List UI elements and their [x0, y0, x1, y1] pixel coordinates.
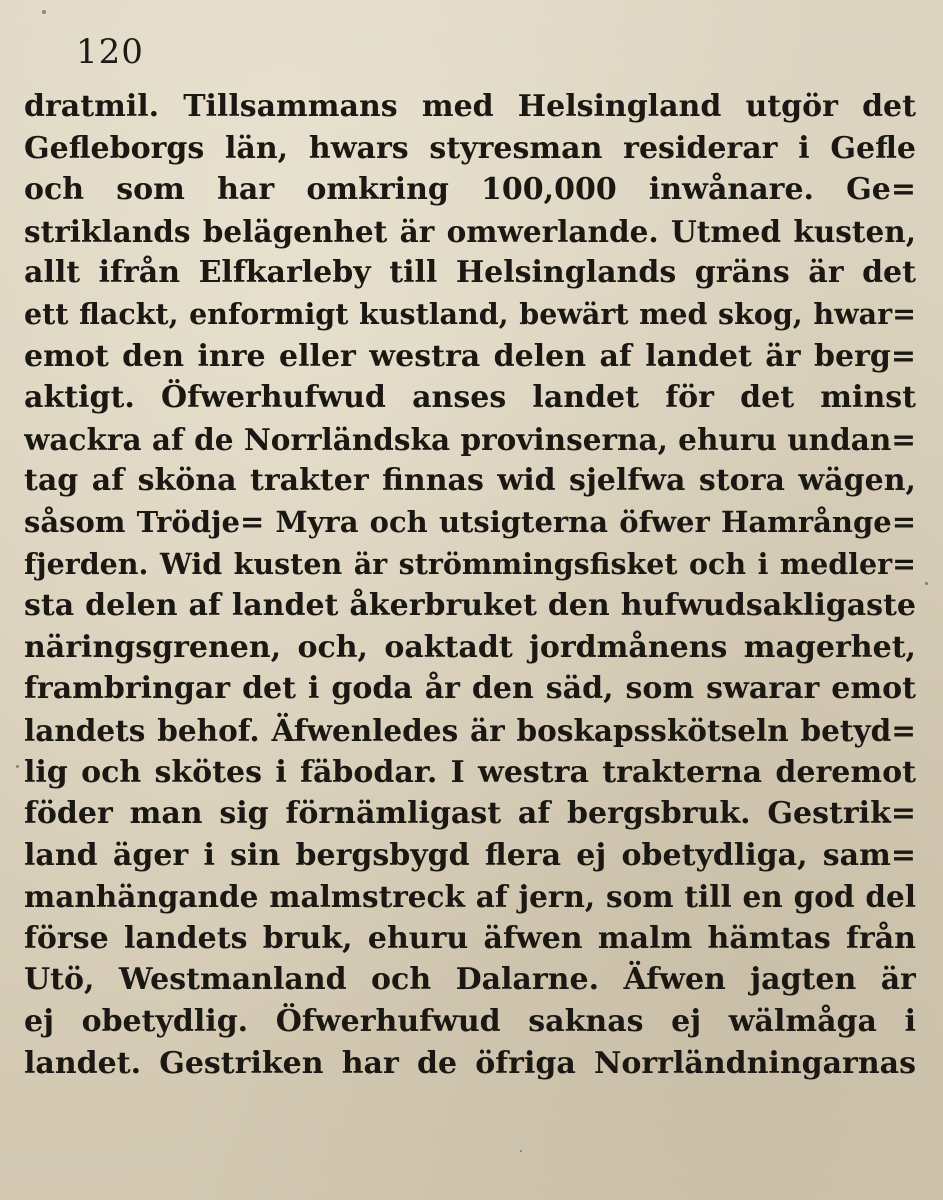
text-line: wackra af de Norrländska provinserna, ehuru undan= — [24, 421, 916, 457]
text-line: tag af sköna trakter finnas wid sjelfwa stora wägen, — [24, 463, 916, 499]
text-line: Gefleborgs län, hwars styresman residerar i Gefle — [24, 130, 916, 166]
text-line: dratmil. Tillsammans med Helsingland utgör det — [24, 89, 916, 124]
text-line: ej obetydlig. Öfwerhufwud saknas ej wälmåga i — [24, 1004, 916, 1040]
text-line: fjerden. Wid kusten är strömmingsfisket och i medler= — [24, 546, 916, 581]
text-line: och som har omkring 100,000 inwånare. Ge= — [24, 172, 916, 208]
paper-speck — [520, 1150, 522, 1152]
paper-speck — [42, 10, 46, 14]
text-line: striklands belägenhet är omwerlande. Utmed kusten, — [24, 213, 916, 249]
text-line: aktigt. Öfwerhufwud anses landet för det minst — [24, 380, 916, 416]
paper-speck — [925, 582, 928, 585]
text-line: emot den inre eller westra delen af landet är berg= — [24, 338, 916, 374]
text-line: såsom Trödje= Myra och utsigterna öfwer Hamrånge= — [24, 504, 916, 539]
text-line: frambringar det i goda år den säd, som swarar emot — [24, 671, 916, 707]
body-text — [24, 86, 916, 1084]
paper-speck — [16, 765, 19, 768]
page-number: 120 — [76, 32, 144, 72]
text-line: manhängande malmstreck af jern, som till en god del — [24, 879, 916, 915]
text-line: förse landets bruk, ehuru äfwen malm hämtas från — [24, 920, 916, 956]
text-line: Utö, Westmanland och Dalarne. Äfwen jagten är — [24, 962, 916, 998]
text-line: lig och skötes i fäbodar. I westra trakterna deremot — [24, 754, 916, 790]
text-line: allt ifrån Elfkarleby till Helsinglands gräns är det — [24, 255, 916, 291]
text-line: näringsgrenen, och, oaktadt jordmånens magerhet, — [24, 629, 916, 665]
text-line: ett flackt, enformigt kustland, bewärt med skog, hwar= — [24, 296, 916, 331]
text-line: landets behof. Äfwenledes är boskapsskötseln betyd= — [24, 712, 916, 748]
text-line: land äger i sin bergsbygd flera ej obetydliga, sam= — [24, 837, 916, 873]
text-line: sta delen af landet åkerbruket den hufwudsakligaste — [24, 588, 916, 624]
text-line: föder man sig förnämligast af bergsbruk. Gestrik= — [24, 796, 916, 832]
text-line: landet. Gestriken har de öfriga Norrländningarnas — [24, 1045, 916, 1081]
